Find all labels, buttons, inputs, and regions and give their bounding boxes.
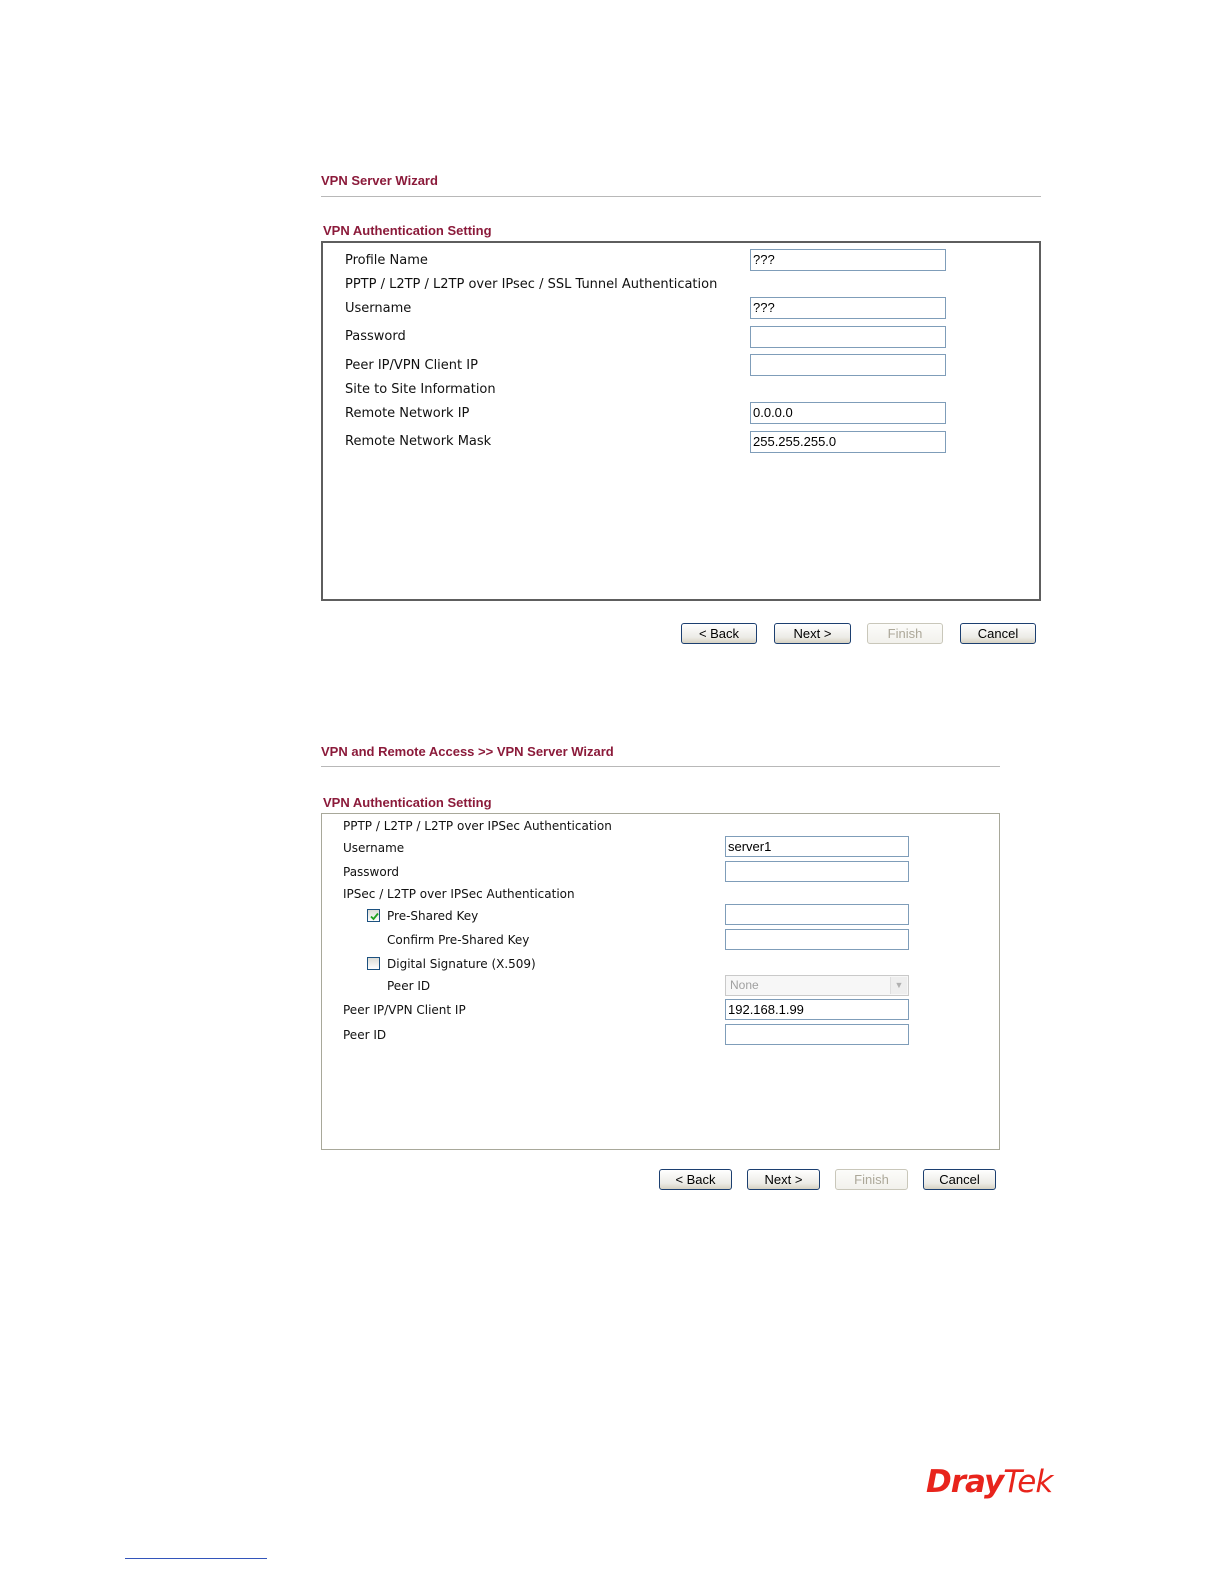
wizard2-back-button[interactable]: < Back bbox=[659, 1169, 732, 1190]
wizard2-panel bbox=[321, 813, 1000, 1150]
draytek-logo bbox=[926, 1464, 1052, 1500]
wizard1-cancel-button[interactable]: Cancel bbox=[960, 623, 1036, 644]
confirm-pre-shared-key-label: Confirm Pre-Shared Key bbox=[387, 933, 530, 947]
remote-network-ip-input[interactable]: 0.0.0.0 bbox=[750, 402, 946, 424]
checkmark-icon bbox=[369, 911, 380, 922]
remote-network-ip-label: Remote Network IP bbox=[345, 406, 470, 421]
footer-link-underline bbox=[125, 1558, 267, 1559]
peer-ip-label: Peer IP/VPN Client IP bbox=[345, 358, 478, 373]
remote-network-mask-label: Remote Network Mask bbox=[345, 434, 492, 449]
peer-id-select[interactable] bbox=[725, 975, 909, 996]
wizard2-section-title: VPN Authentication Setting bbox=[323, 795, 492, 810]
peer-id-select-value: None bbox=[730, 978, 759, 992]
confirm-pre-shared-key-input[interactable] bbox=[725, 929, 909, 950]
peer-id-select-label: Peer ID bbox=[387, 979, 431, 993]
draytek-logo-tek: Tek bbox=[1003, 1464, 1053, 1500]
password-label-2: Password bbox=[343, 865, 400, 879]
wizard1-panel bbox=[321, 241, 1041, 601]
wizard1-section-title: VPN Authentication Setting bbox=[323, 223, 492, 238]
draytek-logo-dray: Dray bbox=[926, 1464, 1004, 1500]
profile-name-label: Profile Name bbox=[345, 253, 428, 268]
password-label: Password bbox=[345, 329, 406, 344]
username-label: Username bbox=[345, 301, 412, 316]
username-label-2: Username bbox=[343, 841, 405, 855]
tunnel-auth-header: PPTP / L2TP / L2TP over IPsec / SSL Tunnel Authentication bbox=[345, 277, 718, 292]
peer-ip-label-2: Peer IP/VPN Client IP bbox=[343, 1003, 466, 1017]
wizard1-finish-button[interactable]: Finish bbox=[867, 623, 943, 644]
wizard2-breadcrumb: VPN and Remote Access >> VPN Server Wizard bbox=[321, 744, 614, 759]
profile-name-input[interactable]: ??? bbox=[750, 249, 946, 271]
digital-signature-label: Digital Signature (X.509) bbox=[387, 957, 536, 971]
peer-ip-input-2[interactable]: 192.168.1.99 bbox=[725, 999, 909, 1020]
username-input[interactable]: ??? bbox=[750, 297, 946, 319]
remote-network-mask-input[interactable]: 255.255.255.0 bbox=[750, 431, 946, 453]
password-input-2[interactable] bbox=[725, 861, 909, 882]
wizard2-next-button[interactable]: Next > bbox=[747, 1169, 820, 1190]
digital-signature-checkbox[interactable] bbox=[367, 957, 380, 970]
chevron-down-icon: ▼ bbox=[890, 977, 907, 994]
site-to-site-header: Site to Site Information bbox=[345, 382, 496, 397]
wizard1-next-button[interactable]: Next > bbox=[774, 623, 851, 644]
pre-shared-key-input[interactable] bbox=[725, 904, 909, 925]
wizard2-finish-button[interactable]: Finish bbox=[835, 1169, 908, 1190]
ipsec-auth-header: IPSec / L2TP over IPSec Authentication bbox=[343, 887, 575, 901]
wizard1-title-divider bbox=[321, 196, 1041, 197]
wizard2-cancel-button[interactable]: Cancel bbox=[923, 1169, 996, 1190]
username-input-2[interactable]: server1 bbox=[725, 836, 909, 857]
tunnel-auth-header-2: PPTP / L2TP / L2TP over IPSec Authentication bbox=[343, 819, 612, 833]
peer-id-label: Peer ID bbox=[343, 1028, 387, 1042]
wizard1-back-button[interactable]: < Back bbox=[681, 623, 757, 644]
wizard2-title-divider bbox=[321, 766, 1000, 767]
peer-ip-input[interactable] bbox=[750, 354, 946, 376]
pre-shared-key-checkbox[interactable] bbox=[367, 909, 380, 922]
password-input[interactable] bbox=[750, 326, 946, 348]
wizard1-title: VPN Server Wizard bbox=[321, 173, 438, 188]
pre-shared-key-label: Pre-Shared Key bbox=[387, 909, 479, 923]
peer-id-input[interactable] bbox=[725, 1024, 909, 1045]
